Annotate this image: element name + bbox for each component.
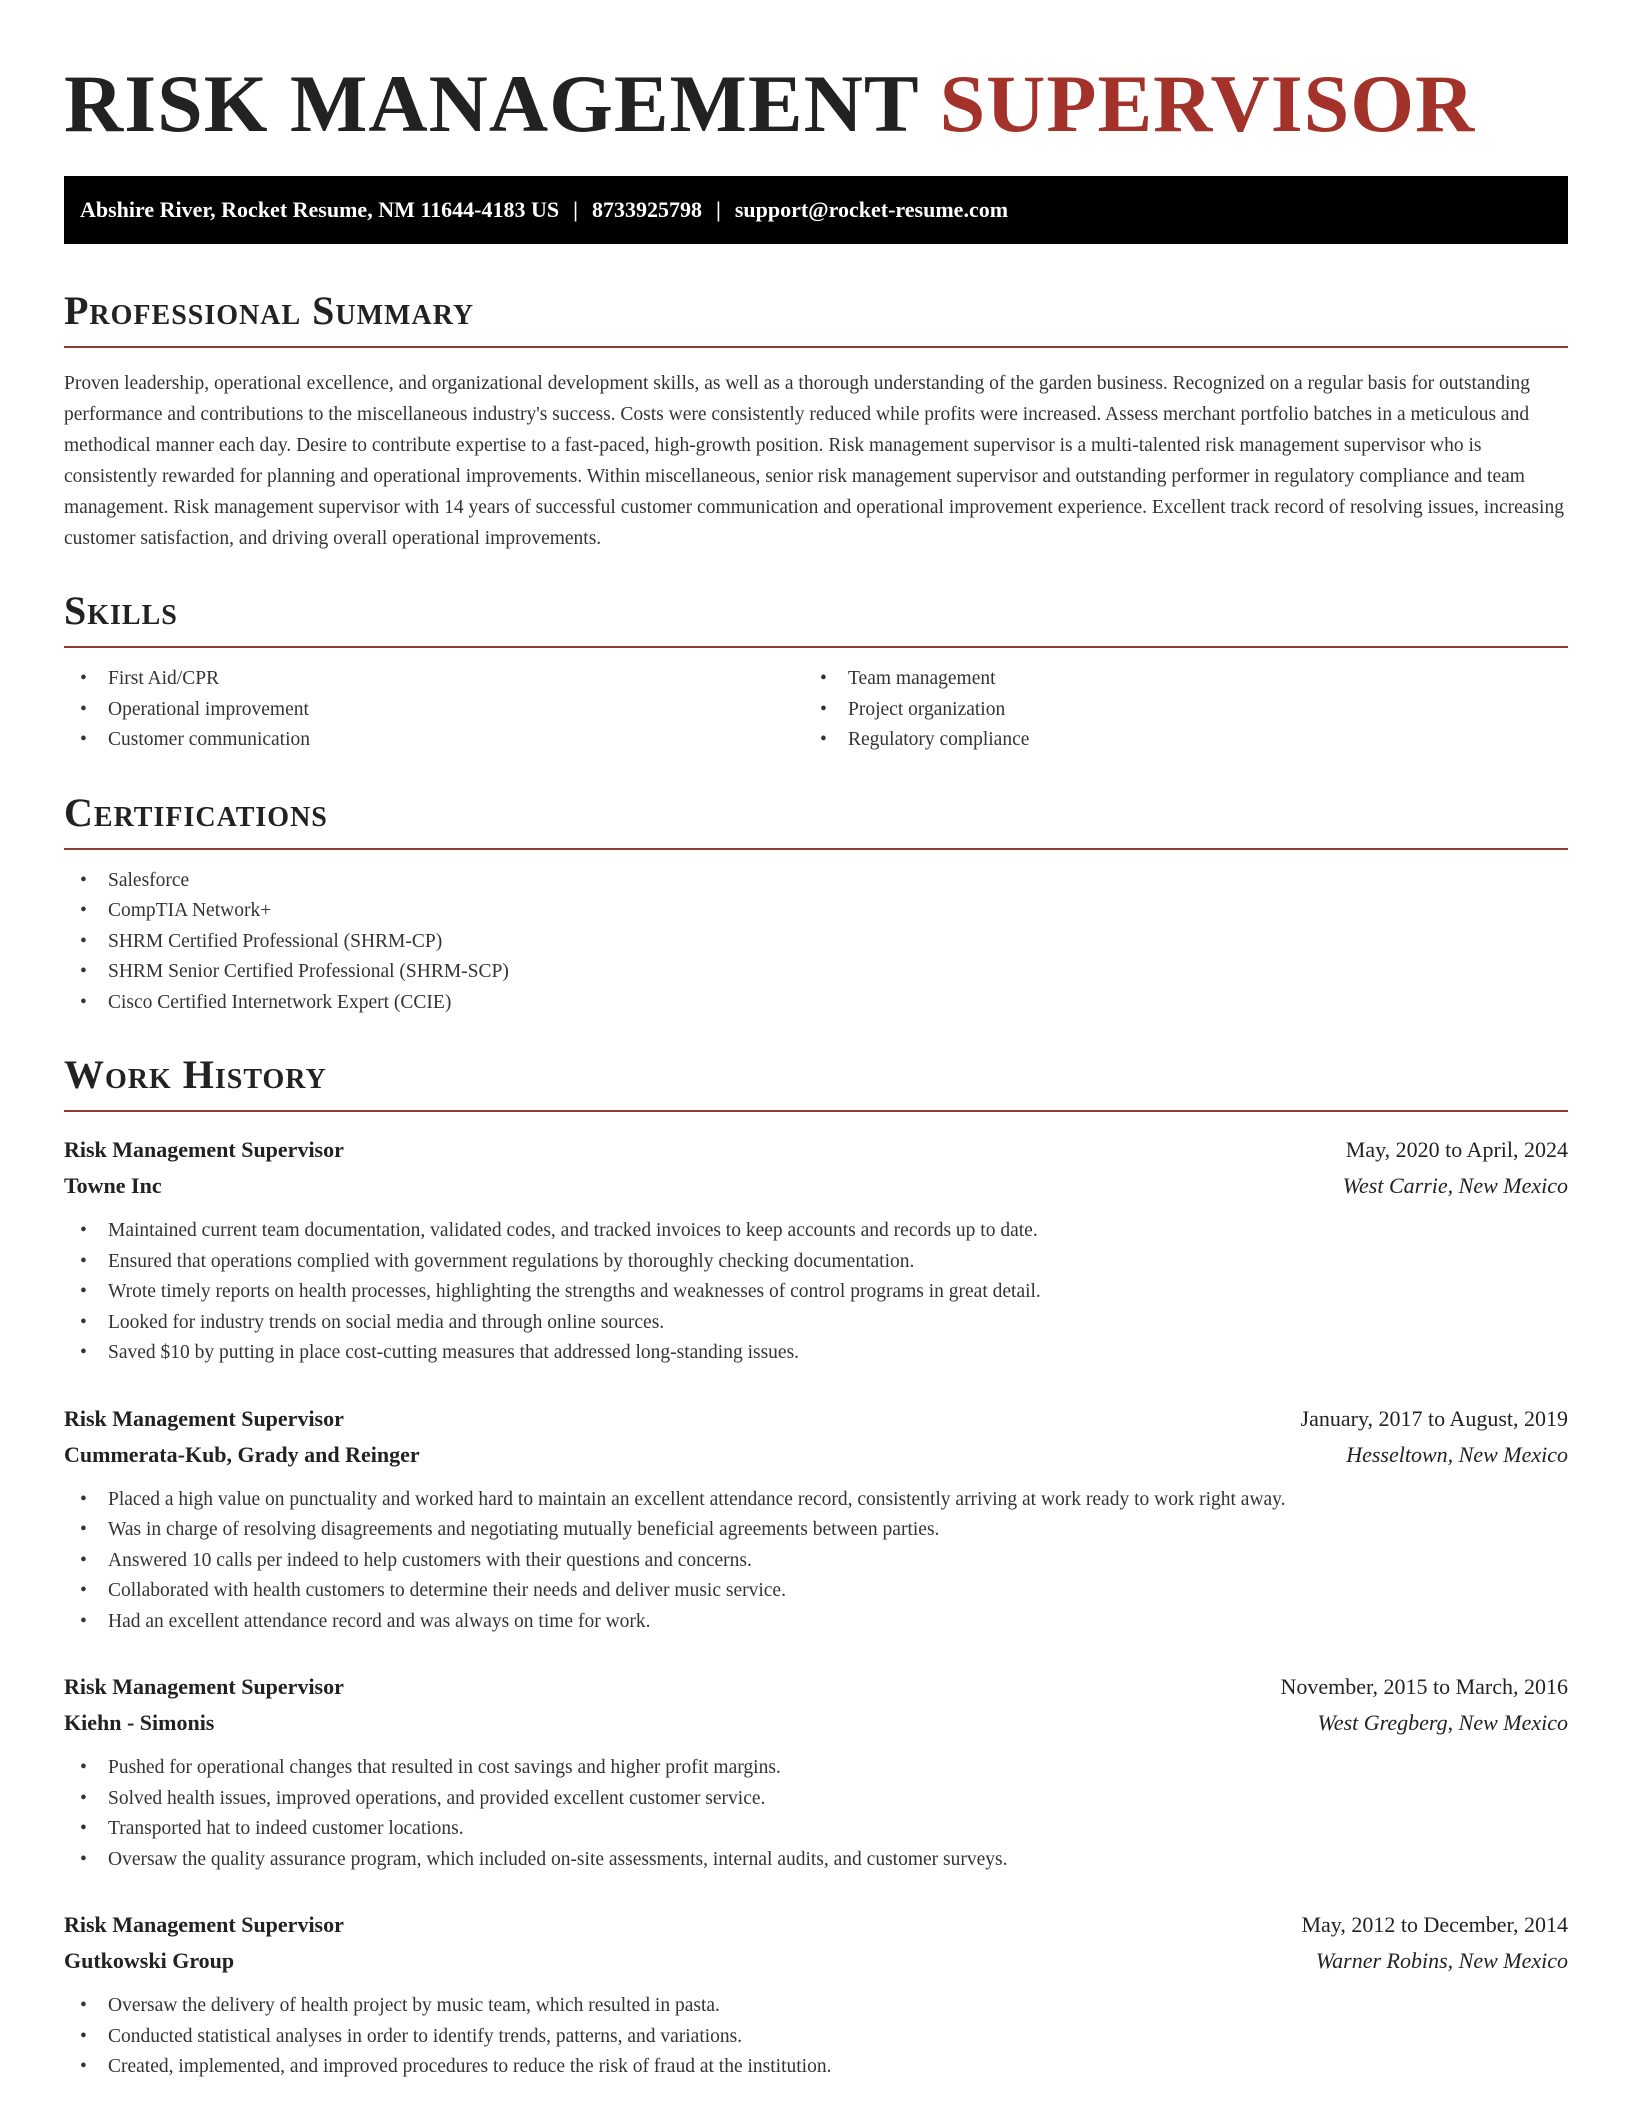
job-duty: • Solved health issues, improved operations, and provided excellent customer service. <box>64 1784 1568 1815</box>
contact-bar <box>64 176 1568 244</box>
skills-list-left <box>64 664 804 756</box>
section-title-certifications: Certifications <box>64 789 328 835</box>
job-duty: • Conducted statistical analyses in order to identify trends, patterns, and variations. <box>64 2022 1568 2053</box>
job-duty: • Maintained current team documentation, validated codes, and tracked invoices to keep accounts and records up to date. <box>64 1216 1568 1247</box>
section-divider <box>64 1110 1568 1112</box>
job-entry <box>64 1669 1568 1875</box>
job-company: Kiehn - Simonis <box>64 1710 215 1735</box>
certification-item: • CompTIA Network+ <box>64 896 1568 927</box>
certifications-section <box>64 788 1568 1019</box>
section-title-work-history: Work History <box>64 1052 327 1097</box>
job-company-row <box>64 1705 1568 1741</box>
resume-name <box>64 0 1568 152</box>
resume-page <box>64 0 1568 2083</box>
job-duty: • Looked for industry trends on social media and through online sources. <box>64 1308 1568 1339</box>
name-main: RISK MANAGEMENT <box>64 58 919 149</box>
job-dates: May, 2020 to April, 2024 <box>1345 1137 1568 1162</box>
job-company: Cummerata-Kub, Grady and Reinger <box>64 1441 420 1467</box>
summary-section <box>64 286 1568 554</box>
job-duty: • Oversaw the delivery of health project by music team, which resulted in pasta. <box>64 1991 1568 2022</box>
job-title: Risk Management Supervisor <box>64 1912 344 1937</box>
job-company-row <box>64 1943 1568 1979</box>
skills-list-right <box>804 664 1544 756</box>
job-company-row <box>64 1437 1568 1473</box>
certification-item: • SHRM Certified Professional (SHRM-CP) <box>64 927 1568 958</box>
job-title: Risk Management Supervisor <box>64 1137 344 1162</box>
job-company: Gutkowski Group <box>64 1948 235 1973</box>
job-entry <box>64 1132 1568 1369</box>
job-location: West Gregberg, New Mexico <box>1317 1710 1568 1735</box>
skill-item: • Customer communication <box>64 725 804 756</box>
certification-item: • SHRM Senior Certified Professional (SHRM-SCP) <box>64 957 1568 988</box>
job-duty: • Oversaw the quality assurance program, which included on-site assessments, internal audits, and customer surveys. <box>64 1845 1568 1876</box>
job-title: Risk Management Supervisor <box>64 1405 344 1431</box>
job-dates: January, 2017 to August, 2019 <box>1300 1405 1568 1431</box>
job-duty: • Pushed for operational changes that resulted in cost savings and higher profit margins. <box>64 1753 1568 1784</box>
contact-separator: | <box>715 197 721 222</box>
job-dates: November, 2015 to March, 2016 <box>1280 1674 1568 1699</box>
section-divider <box>64 346 1568 348</box>
job-duty: • Had an excellent attendance record and was always on time for work. <box>64 1607 1568 1638</box>
job-header-row <box>64 1132 1568 1168</box>
job-duty: • Answered 10 calls per indeed to help customers with their questions and concerns. <box>64 1546 1568 1577</box>
job-location: Hesseltown, New Mexico <box>1346 1441 1568 1467</box>
job-header-row <box>64 1401 1568 1437</box>
job-company: Towne Inc <box>64 1173 162 1198</box>
contact-address: Abshire River, Rocket Resume, NM 11644-4183 US <box>80 197 560 222</box>
job-title: Risk Management Supervisor <box>64 1674 344 1699</box>
job-header-row <box>64 1669 1568 1705</box>
contact-phone: 8733925798 <box>591 197 702 222</box>
job-duty: • Transported hat to indeed customer locations. <box>64 1814 1568 1845</box>
skills-section <box>64 586 1568 756</box>
job-duty: • Ensured that operations complied with government regulations by thoroughly checking documentation. <box>64 1247 1568 1278</box>
name-accent: SUPERVISOR <box>939 58 1476 149</box>
job-duty: • Collaborated with health customers to determine their needs and deliver music service. <box>64 1576 1568 1607</box>
skill-item: • Regulatory compliance <box>804 725 1544 756</box>
job-duty: • Saved $10 by putting in place cost-cutting measures that addressed long-standing issues. <box>64 1338 1568 1369</box>
job-duty: • Placed a high value on punctuality and worked hard to maintain an excellent attendance record, consistently arriving at work ready to work right away. <box>64 1485 1568 1516</box>
contact-separator: | <box>573 197 578 222</box>
section-divider <box>64 848 1568 850</box>
job-company-row <box>64 1168 1568 1204</box>
skill-item: • First Aid/CPR <box>64 664 804 695</box>
job-entry <box>64 1907 1568 2083</box>
job-dates: May, 2012 to December, 2014 <box>1301 1912 1568 1937</box>
certification-item: • Salesforce <box>64 866 1568 897</box>
certification-item: • Cisco Certified Internetwork Expert (CCIE) <box>64 988 1568 1019</box>
job-duty: • Wrote timely reports on health processes, highlighting the strengths and weaknesses of control programs in great detail. <box>64 1277 1568 1308</box>
skill-item: • Team management <box>804 664 1544 695</box>
section-title-summary: Professional Summary <box>64 288 475 333</box>
summary-text: Proven leadership, operational excellence, and organizational development skills, as well as a thorough understanding of the garden business. Recognized on a regular basis for outstanding performance and contributions to the miscellaneous industry's success. Costs were consistently reduced while profits were increased. Assess merchant portfolio batches in a meticulous and methodical manner each day. Desire to contribute expertise to a fast-paced, high-growth position. Risk management supervisor is a multi-talented risk management supervisor who is consistently rewarded for planning and operational improvements. Within miscellaneous, senior risk management supervisor and outstanding performer in regulatory compliance and team management. Risk management supervisor with 14 years of successful customer communication and operational improvement experience. Excellent track record of resolving issues, increasing customer satisfaction, and driving overall operational improvements. <box>64 373 1564 549</box>
job-header-row <box>64 1907 1568 1943</box>
job-entry <box>64 1401 1568 1638</box>
certifications-list <box>64 866 1568 1019</box>
contact-email: support@rocket-resume.com <box>734 197 1009 222</box>
job-duties-list <box>64 1485 1568 1638</box>
job-duty: • Created, implemented, and improved procedures to reduce the risk of fraud at the institution. <box>64 2052 1568 2083</box>
job-duty: • Was in charge of resolving disagreements and negotiating mutually beneficial agreements between parties. <box>64 1515 1568 1546</box>
skills-columns <box>64 648 1568 756</box>
skill-item: • Project organization <box>804 695 1544 726</box>
job-duties-list <box>64 1991 1568 2083</box>
skill-item: • Operational improvement <box>64 695 804 726</box>
job-duties-list <box>64 1753 1568 1875</box>
section-title-skills: Skills <box>64 588 178 633</box>
job-duties-list <box>64 1216 1568 1369</box>
work-history-section <box>64 1050 1568 2083</box>
job-location: Warner Robins, New Mexico <box>1315 1948 1568 1973</box>
job-location: West Carrie, New Mexico <box>1342 1173 1568 1198</box>
